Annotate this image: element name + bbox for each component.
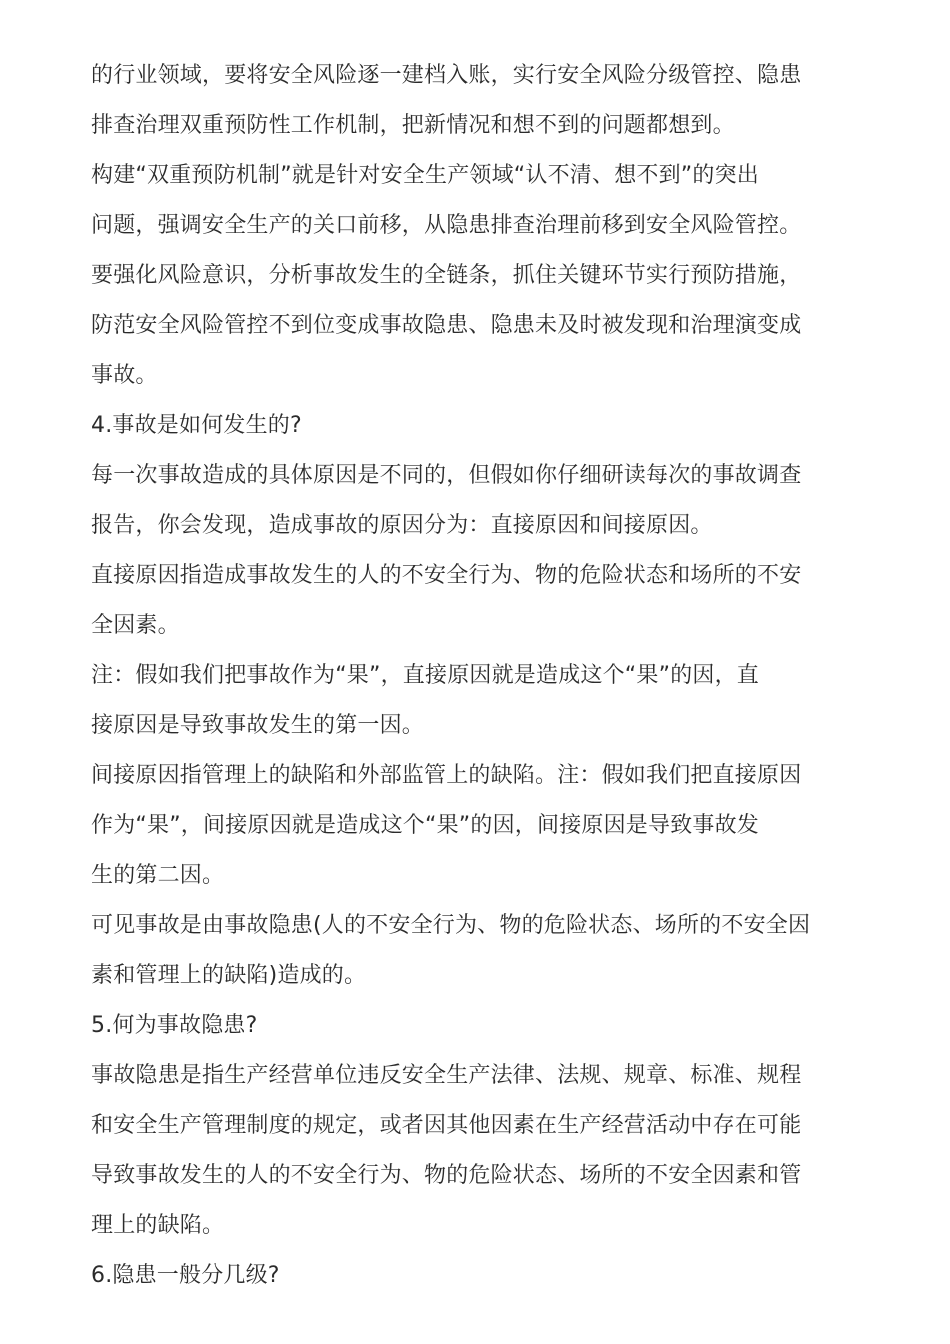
text-line: 注：假如我们把事故作为“果”，直接原因就是造成这个“果”的因，直: [91, 663, 759, 688]
text-line: 报告，你会发现，造成事故的原因分为：直接原因和间接原因。: [91, 513, 713, 538]
text-line: 可见事故是由事故隐患(人的不安全行为、物的危险状态、场所的不安全因: [91, 913, 811, 938]
text-line: 事故隐患是指生产经营单位违反安全生产法律、法规、规章、标准、规程: [91, 1063, 802, 1088]
text-line: 问题，强调安全生产的关口前移，从隐患排查治理前移到安全风险管控。: [91, 213, 802, 238]
text-line: 生的第二因。: [91, 863, 225, 888]
section-heading: 5.何为事故隐患?: [91, 1013, 258, 1038]
text-line: 接原因是导致事故发生的第一因。: [91, 713, 425, 738]
text-line: 要强化风险意识，分析事故发生的全链条，抓住关键环节实行预防措施，: [91, 263, 802, 288]
text-line: 每一次事故造成的具体原因是不同的，但假如你仔细研读每次的事故调查: [91, 463, 802, 488]
text-line: 间接原因指管理上的缺陷和外部监管上的缺陷。注：假如我们把直接原因: [91, 763, 802, 788]
document-body: [91, 53, 863, 1303]
text-line: 素和管理上的缺陷)造成的。: [91, 963, 367, 988]
text-line: 作为“果”，间接原因就是造成这个“果”的因，间接原因是导致事故发: [91, 813, 759, 838]
text-line: 排查治理双重预防性工作机制，把新情况和想不到的问题都想到。: [91, 113, 735, 138]
text-line: 构建“双重预防机制”就是针对安全生产领域“认不清、想不到”的突出: [91, 163, 759, 188]
text-line: 全因素。: [91, 613, 180, 638]
text-line: 直接原因指造成事故发生的人的不安全行为、物的危险状态和场所的不安: [91, 563, 802, 588]
text-line: 的行业领域，要将安全风险逐一建档入账，实行安全风险分级管控、隐患: [91, 63, 802, 88]
text-line: 事故。: [91, 363, 158, 388]
text-line: 导致事故发生的人的不安全行为、物的危险状态、场所的不安全因素和管: [91, 1163, 802, 1188]
section-heading: 6.隐患一般分几级?: [91, 1263, 280, 1288]
text-line: 理上的缺陷。: [91, 1213, 225, 1238]
section-heading: 4.事故是如何发生的?: [91, 413, 302, 438]
text-line: 防范安全风险管控不到位变成事故隐患、隐患未及时被发现和治理演变成: [91, 313, 802, 338]
text-line: 和安全生产管理制度的规定，或者因其他因素在生产经营活动中存在可能: [91, 1113, 802, 1138]
